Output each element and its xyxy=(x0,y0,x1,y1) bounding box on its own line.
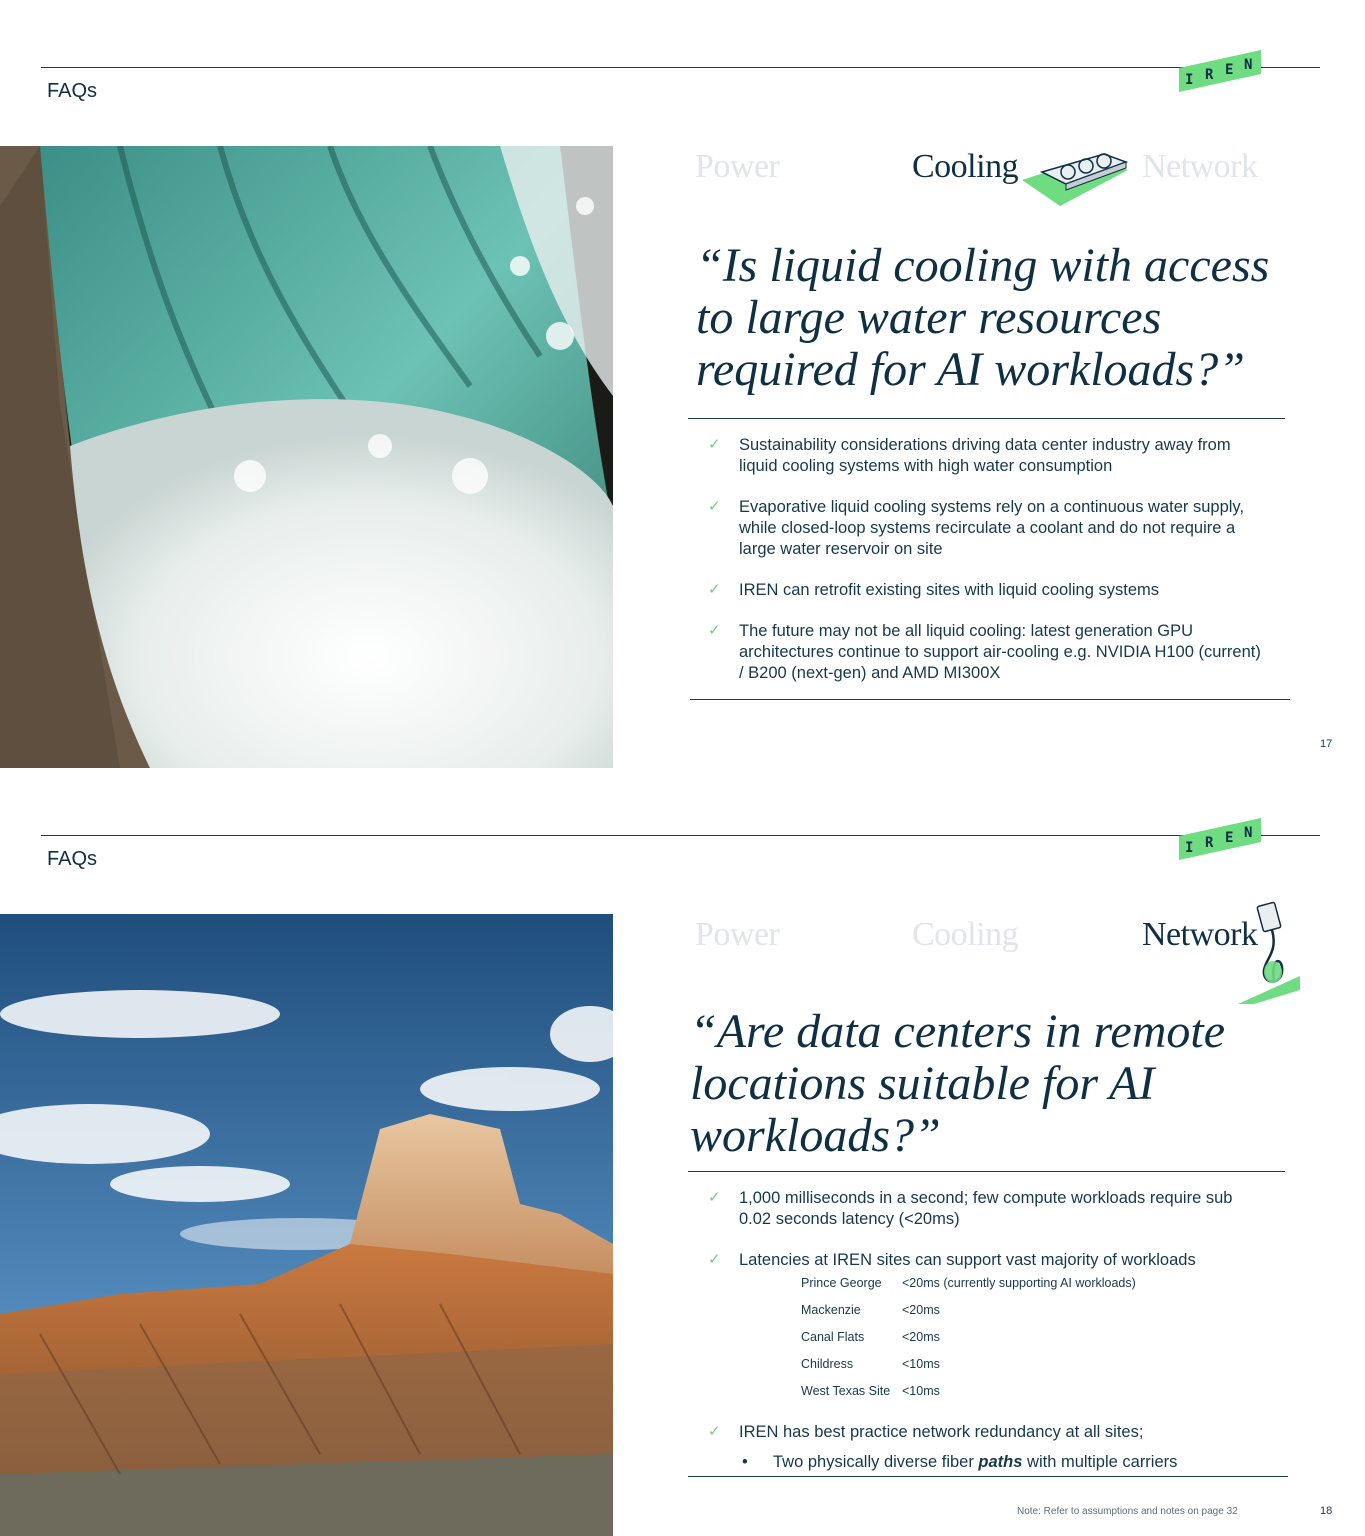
list-item: ✓ Sustainability considerations driving data center industry away from liquid cooling systems with high water consumption xyxy=(708,436,1231,475)
tab-cooling[interactable]: Cooling xyxy=(912,148,1019,185)
question-heading: “Is liquid cooling with access to large water resources required for AI workloads?” xyxy=(696,239,1270,396)
list-item: ✓ Latencies at IREN sites can support vast majority of workloads Prince George <20ms (currently supporting AI workloads) Mackenzie <20ms Canal Flats <20ms Childress <10ms West Texas Site <10ms xyxy=(708,1250,1268,1408)
svg-text:I: I xyxy=(1185,72,1194,88)
header-divider xyxy=(41,835,1320,836)
bullet-dot-icon: • xyxy=(742,1453,748,1471)
list-item: ✓ The future may not be all liquid cooling: latest generation GPU architectures continue to support air-cooling e.g. NVIDIA H100 (current) / B200 (next-gen) and AMD MI300X xyxy=(708,622,1261,682)
tab-network[interactable]: Network xyxy=(1142,916,1258,953)
section-title: FAQs xyxy=(47,848,98,870)
tab-cooling[interactable]: Cooling xyxy=(912,916,1019,953)
check-icon: ✓ xyxy=(708,498,721,515)
footer-divider xyxy=(688,1476,1288,1477)
svg-text:I: I xyxy=(1185,840,1194,856)
iren-logo xyxy=(1177,812,1263,860)
slide-network-faq xyxy=(0,768,1365,1536)
svg-text:R: R xyxy=(1205,835,1214,851)
question-divider xyxy=(688,418,1285,419)
check-icon: ✓ xyxy=(708,622,721,639)
topic-tabs xyxy=(690,148,1330,218)
check-icon: ✓ xyxy=(708,1251,721,1268)
gpu-card-icon xyxy=(1020,150,1132,210)
table-row: Childress <10ms xyxy=(801,1357,940,1371)
footer-divider xyxy=(690,699,1290,700)
svg-text:E: E xyxy=(1225,62,1234,78)
table-row: West Texas Site <10ms xyxy=(801,1384,940,1398)
list-item: ✓ Evaporative liquid cooling systems rely on a continuous water supply, while closed-loop systems recirculate a coolant and do not require a large water reservoir on site xyxy=(708,498,1245,558)
list-item: ✓ IREN can retrofit existing sites with liquid cooling systems xyxy=(708,581,1159,599)
svg-text:E: E xyxy=(1225,830,1234,846)
topic-tabs xyxy=(690,916,1330,986)
answer-list xyxy=(708,435,1268,704)
header-divider xyxy=(41,67,1320,68)
table-row: Prince George <20ms (currently supporting AI workloads) xyxy=(801,1276,1136,1290)
check-icon: ✓ xyxy=(708,436,721,453)
tab-network[interactable]: Network xyxy=(1142,148,1258,185)
page-number: 17 xyxy=(1320,738,1333,750)
check-icon: ✓ xyxy=(708,581,721,598)
svg-text:R: R xyxy=(1205,67,1214,83)
waterfall-photo xyxy=(0,146,613,768)
question-heading: “Are data centers in remote locations suitable for AI workloads?” xyxy=(690,1005,1226,1162)
page-number: 18 xyxy=(1320,1505,1333,1517)
section-title: FAQs xyxy=(47,80,98,102)
latency-table xyxy=(801,1273,1136,1408)
footnote: Note: Refer to assumptions and notes on page 32 xyxy=(1017,1506,1238,1517)
sub-list-item: • Two physically diverse fiber paths with multiple carriers xyxy=(742,1453,1178,1471)
question-divider xyxy=(688,1171,1285,1172)
tab-power[interactable]: Power xyxy=(695,916,780,953)
ethernet-cable-icon xyxy=(1234,892,1304,1004)
mesa-landscape-photo xyxy=(0,914,613,1536)
check-icon: ✓ xyxy=(708,1423,721,1440)
list-item: ✓ IREN has best practice network redundancy at all sites; • Two physically diverse fiber paths with multiple carriers xyxy=(708,1422,1268,1473)
list-item: ✓ 1,000 milliseconds in a second; few compute workloads require sub 0.02 seconds latency (<20ms) xyxy=(708,1189,1233,1228)
svg-text:N: N xyxy=(1244,825,1253,841)
check-icon: ✓ xyxy=(708,1189,721,1206)
answer-list xyxy=(708,1188,1268,1493)
tab-power[interactable]: Power xyxy=(695,148,780,185)
table-row: Canal Flats <20ms xyxy=(801,1330,940,1344)
table-row: Mackenzie <20ms xyxy=(801,1303,940,1317)
iren-logo xyxy=(1177,44,1263,92)
svg-text:N: N xyxy=(1244,57,1253,73)
